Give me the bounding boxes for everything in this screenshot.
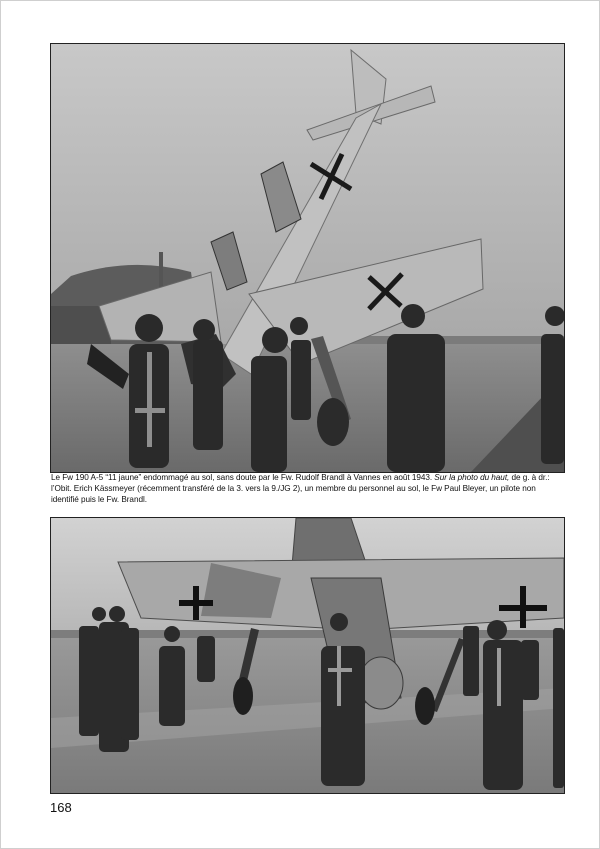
page-number: 168 [50, 800, 72, 815]
damaged-aircraft-photo [51, 44, 564, 472]
aircraft-rear-view-photo [51, 518, 564, 793]
photo-bottom [50, 517, 565, 794]
caption-text-start: Le Fw 190 A-5 “11 jaune” endommagé au sol, sans doute par le Fw. Rudolf Brandl à Vannes en août 1943. [51, 473, 435, 482]
caption-text-end: de g. à dr.: l’Obit. Erich Kässmeyer (récemment transféré de la 3. vers la 9./JG 2), un membre du personnel au sol, le Fw Paul Bleyer, un pilote non identifié puis le Fw. Brandl. [51, 473, 550, 504]
photo-top [50, 43, 565, 473]
caption-italic-phrase: Sur la photo du haut, [434, 473, 510, 482]
photo-caption [51, 473, 563, 505]
